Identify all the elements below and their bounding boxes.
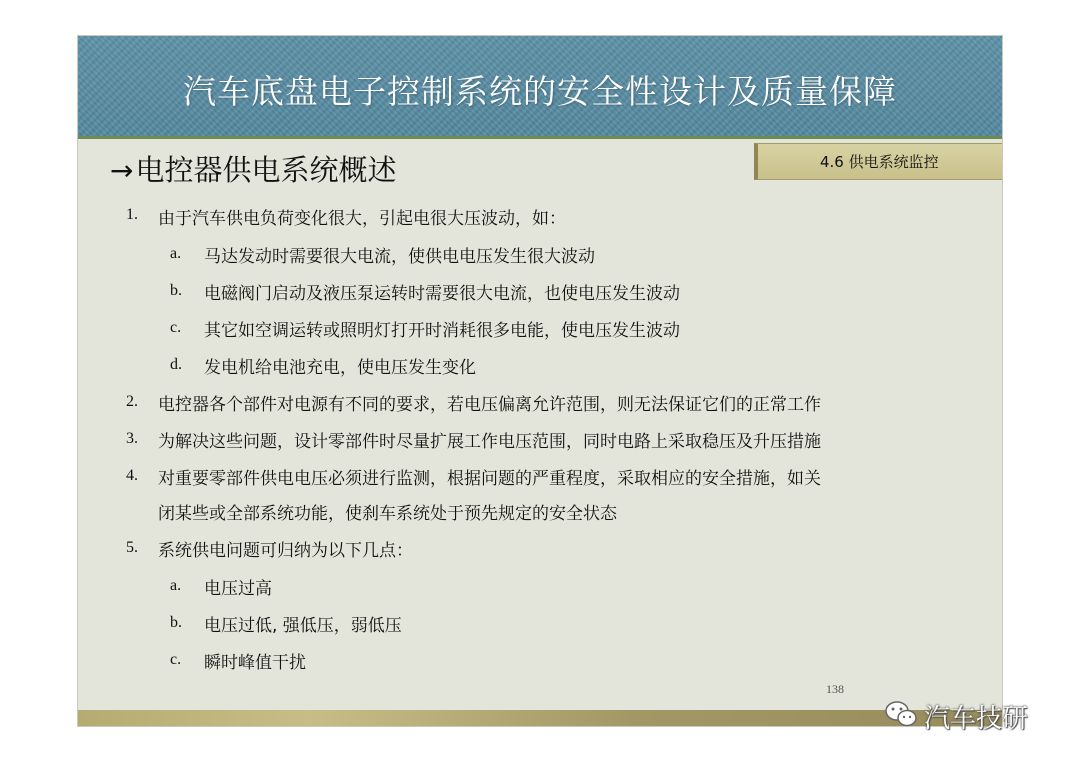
watermark <box>884 698 1028 734</box>
list-letter: d. <box>170 356 182 373</box>
list-number: 1. <box>126 206 138 223</box>
list-item: 电控器各个部件对电源有不同的要求，若电压偏离允许范围，则无法保证它们的正常工作 <box>158 395 821 415</box>
list-item: 为解决这些问题，设计零部件时尽量扩展工作电压范围，同时电路上采取稳压及升压措施 <box>158 432 821 452</box>
slide-title: 汽车底盘电子控制系统的安全性设计及质量保障 <box>183 71 897 111</box>
list-letter: b. <box>170 282 182 299</box>
section-tab <box>754 143 1002 180</box>
list-item: 电压过高 <box>204 579 272 599</box>
title-bar <box>78 36 1002 136</box>
list-item: 系统供电问题可归纳为以下几点： <box>158 541 413 561</box>
watermark-text: 汽车技研 <box>924 703 1029 734</box>
list-item: 瞬时峰值干扰 <box>204 653 306 673</box>
section-heading-text: 电控器供电系统概述 <box>135 153 397 187</box>
list-letter: c. <box>170 319 182 336</box>
title-divider <box>78 136 1002 139</box>
section-heading <box>110 148 396 189</box>
list-number: 4. <box>126 467 138 484</box>
list-number: 3. <box>126 430 138 447</box>
footer-bar <box>78 710 1002 726</box>
list-number: 5. <box>126 539 138 556</box>
list-number: 2. <box>126 393 138 410</box>
list-item: 发电机给电池充电，使电压发生变化 <box>204 358 476 378</box>
page-number: 138 <box>826 682 844 696</box>
list-item: 其它如空调运转或照明灯打开时消耗很多电能，使电压发生波动 <box>204 321 680 341</box>
list-letter: b. <box>170 614 182 631</box>
list-item: 电压过低, 强低压，弱低压 <box>204 616 402 636</box>
list-item: 马达发动时需要很大电流，使供电电压发生很大波动 <box>204 247 595 267</box>
slide <box>78 36 1002 726</box>
list-letter: a. <box>170 245 182 262</box>
list-item: 由于汽车供电负荷变化很大，引起电很大压波动，如： <box>158 209 566 229</box>
list-item-continuation: 闭某些或全部系统功能，使刹车系统处于预先规定的安全状态 <box>158 504 617 524</box>
list-item: 对重要零部件供电电压必须进行监测，根据问题的严重程度，采取相应的安全措施，如关 <box>158 469 821 489</box>
wechat-icon <box>884 699 918 733</box>
list-item: 电磁阀门启动及液压泵运转时需要很大电流，也使电压发生波动 <box>204 284 680 304</box>
section-tab-label: 4.6 供电系统监控 <box>820 153 939 171</box>
list-letter: a. <box>170 577 182 594</box>
list-letter: c. <box>170 651 182 668</box>
arrow-right-icon: → <box>110 154 134 187</box>
